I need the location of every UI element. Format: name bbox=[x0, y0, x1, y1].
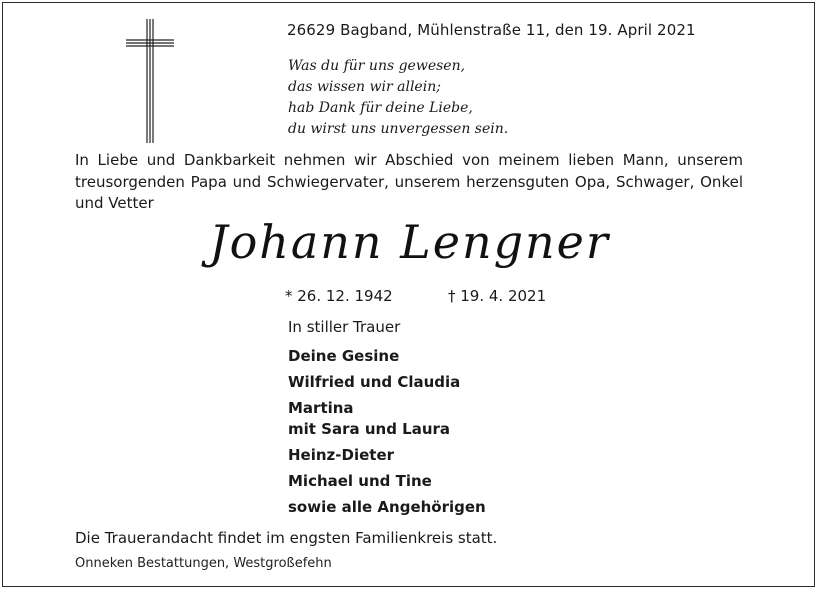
mourner-name: Michael und Tine bbox=[288, 472, 432, 490]
intro-text: In Liebe und Dankbarkeit nehmen wir Abschied von meinem lieben Mann, unserem treusorgenden Papa und Schwiegervater, unserem herzensguten Opa, Schwager, Onkel und Vetter bbox=[75, 151, 743, 212]
mourner-name: Martina bbox=[288, 399, 354, 417]
birth-date: * 26. 12. 1942 bbox=[285, 287, 393, 305]
mourner-name: Deine Gesine bbox=[288, 347, 400, 365]
cross-icon bbox=[125, 18, 175, 144]
mourner-name: Heinz-Dieter bbox=[288, 446, 395, 464]
mourner-entry bbox=[288, 445, 486, 466]
mourners-list bbox=[288, 346, 486, 523]
mourner-name: mit Sara und Laura bbox=[288, 420, 451, 438]
poem bbox=[288, 56, 508, 140]
poem-line: Was du für uns gewesen, bbox=[288, 58, 466, 74]
mourner-entry bbox=[288, 497, 486, 518]
mourner-entry bbox=[288, 346, 486, 367]
mourner-name: sowie alle Angehörigen bbox=[288, 498, 486, 516]
mourner-entry bbox=[288, 398, 486, 440]
mourning-heading: In stiller Trauer bbox=[288, 318, 401, 336]
intro-paragraph bbox=[75, 150, 743, 215]
undertaker: Onneken Bestattungen, Westgroßefehn bbox=[75, 556, 332, 571]
mourner-name: Wilfried und Claudia bbox=[288, 373, 461, 391]
poem-line: du wirst uns unvergessen sein. bbox=[288, 121, 509, 137]
poem-line: das wissen wir allein; bbox=[288, 79, 441, 95]
poem-line: hab Dank für deine Liebe, bbox=[288, 100, 473, 116]
location-date: 26629 Bagband, Mühlenstraße 11, den 19. April 2021 bbox=[287, 21, 696, 39]
deceased-name: Johann Lengner bbox=[209, 215, 610, 269]
mourner-entry bbox=[288, 471, 486, 492]
death-date: † 19. 4. 2021 bbox=[448, 287, 547, 305]
service-note: Die Trauerandacht findet im engsten Familienkreis statt. bbox=[75, 529, 498, 547]
mourner-entry bbox=[288, 372, 486, 393]
